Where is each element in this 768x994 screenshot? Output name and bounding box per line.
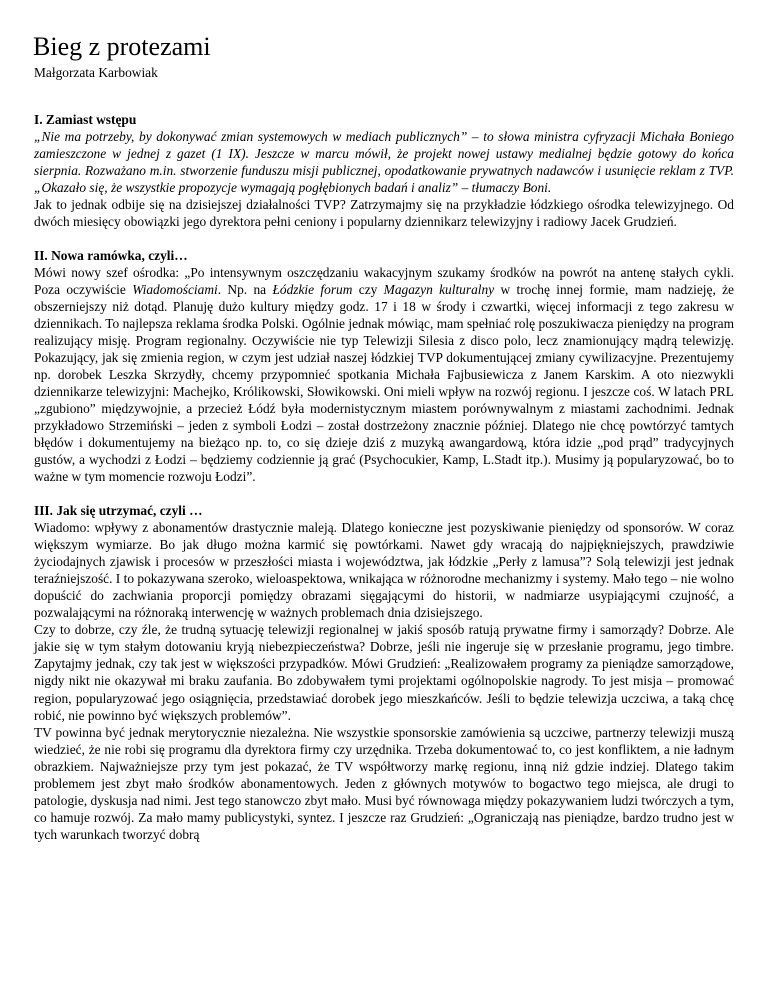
article-body — [34, 111, 734, 843]
section-1-heading: I. Zamiast wstępu — [34, 112, 137, 127]
quote-text: „Nie ma potrzeby, by dokonywać zmian systemowych w mediach publicznych” – to słowa ministra cyfryzacji Michała Boniego zamieszczone w jednej z gazet (1 IX). Jeszcze w marcu mówił, że projekt nowej ustawy medialnej będzie gotowy do końca sierpnia. Rozważano m.in. stworzenie funduszu misji publicznej, opodatkowanie prywatnych nadawców i usunięcie reklam z TVP. „Okazało się, że wszystkie propozycje wymagają pogłębionych badań i analiz” – tłumaczy Boni. — [34, 129, 734, 196]
section-3-paragraph-2: Czy to dobrze, czy źle, że trudną sytuację telewizji regionalnej w jakiś sposób ratują prywatne firmy i samorządy? Dobrze. Ale jakie się w tym stałym dotowaniu kryją niebezpieczeństwa? Dobrze, jeśli nie ingeruje się w przesłanie programu, jego timbre. Zapytajmy jednak, czy tak jest w większości przypadków. Mówi Grudzień: „Realizowałem programy za pieniądze samorządowe, nigdy nikt nie okazywał mi braku zaufania. Bo zdobywałem tymi projektami ogólnopolskie nagrody. To jest misja – promować region, popularyzować jego osiągnięcia, przedstawiać dorobek jego mieszkańców. Jeśli to będzie telewizja uczciwa, a taką chcę robić, nie powinno być większych problemów”. — [34, 622, 734, 723]
section-3-paragraph-3: TV powinna być jednak merytorycznie niezależna. Nie wszystkie sponsorskie zamówienia są uczciwe, partnerzy telewizji muszą wiedzieć, że nie robi się programu dla dyrektora firmy czy urzędnika. Trzeba dokumentować to, co jest konfliktem, a nie ładnym obrazkiem. Najważniejsze przy tym jest pokazać, że TV współtworzy markę regionu, inną niż gdzie indziej. Dlatego takim problemem jest zbyt mało środków abonamentowych. Jeden z głównych motywów to bogactwo tego miejsca, ale drugi to patologie, dyskusja nad nimi. Jest tego stanowczo zbyt mało. Musi być równowaga między pokazywaniem ludzi twórczych a tym, co hamuje rozwój. Za mało mamy publicystyki, syntez. I jeszcze raz Grudzień: „Ograniczają nas pieniądze, bardzo trudno jest w tych warunkach tworzyć dobrą — [34, 724, 734, 842]
section-gap — [34, 485, 734, 502]
program-title: Wiadomościami — [132, 282, 218, 298]
section-3-heading: III. Jak się utrzymać, czyli … — [34, 503, 203, 519]
text-run: Mówi nowy szef ośrodka: „Po intensywnym oszczędzaniu wakacyjnym szukamy środków na powrót na antenę stałych cykli. Poza oczywiście — [34, 265, 734, 298]
section-1 — [34, 111, 734, 230]
text-run: . Np. na — [217, 282, 273, 298]
section-2-paragraph-1 — [34, 264, 734, 485]
section-1-paragraph-1 — [34, 128, 734, 196]
section-1-paragraph-2: Jak to jednak odbije się na dzisiejszej działalności TVP? Zatrzymajmy się na przykładzie łódzkiego ośrodka telewizyjnego. Od dwóch miesięcy obowiązki jego dyrektora pełni ceniony i popularny dziennikarz telewizyjny i radiowy Jacek Grudzień. — [34, 197, 734, 230]
section-2 — [34, 247, 734, 485]
article-author: Małgorzata Karbowiak — [34, 65, 158, 80]
program-title: Łódzkie forum — [272, 282, 353, 298]
section-gap — [34, 230, 734, 247]
section-3-paragraph-1: Wiadomo: wpływy z abonamentów drastycznie maleją. Dlatego konieczne jest pozyskiwanie pieniędzy od sponsorów. W coraz większym wymiarze. Bo jak długo można karmić się powtórkami. Nawet gdy wracają do najpiękniejszych, prawdziwie życiodajnych zjawisk i procesów w przeszłości miasta i województwa, jak łódzkie „Perły z lamusa”? Solą telewizji jest jednak teraźniejszość. I to pokazywana szeroko, wieloaspektowa, wnikająca w różnorodne mechanizmy i systemy. Mało tego – nie wolno dopuścić do zachwiania proporcji pomiędzy obrazami sięgającymi do historii, w nadmiarze usypiającymi czujność, a pozwalającymi na różnoraką interwencję w ważnych problemach dnia dzisiejszego. — [34, 520, 734, 621]
program-title: Magazyn kulturalny — [383, 282, 495, 298]
text-run: czy — [352, 282, 384, 298]
article-title: Bieg z protezami — [33, 32, 211, 61]
section-2-heading: II. Nowa ramówka, czyli… — [34, 248, 188, 264]
text-run: w trochę innej formie, mam nadzieję, że obszerniejszy niż dotąd. Planuję dużo kultury między godz. 17 i 18 w środy i czwartki, więcej informacji z tego zakresu w dziennikach. To najlepsza reklama środka Polski. Ogólnie jednak mówiąc, mam spełniać rolę poszukiwacza pieniędzy na program realizujący misję. Program regionalny. Oczywiście nie typ Telewizji Silesia z disco polo, lecz znamionujący mądrą telewizję. Pokazujący, jak się zmienia region, w czym jest udział naszej łódzkiej TVP dokumentującej zmiany cywilizacyjne. Prezentujemy np. dorobek Leszka Skrzydły, chcemy przypomnieć spotkania Michała Fajbusiewicza z Janem Karskim. A oto niezwykli dziennikarze telewizyjni: Machejko, Królikowski, Słowikowski. Oni mieli wpływ na rozwój regionu. I jeszcze coś. W latach PRL „zgubiono” międzywojnie, a przecież Łódź była modernistycznym miastem porównywalnym z miastami zachodnimi. Jednak przykładowo Strzemiński – jeden z symboli Łodzi – został dostrzeżony znacznie później. Dlatego nie chcę powtórzyć tamtych błędów i dokumentujemy na bieżąco np. to, co się dzieje dziś z muzyką awangardową, która idzie „pod prąd” tradycyjnych gustów, a wychodzi z Łodzi – będziemy codziennie ją grać (Psychocukier, Kamp, L.Stadt itp.). Musimy ją popularyzować, bo to ważne w tym momencie rozwoju Łodzi”. — [34, 282, 735, 485]
section-3 — [34, 502, 734, 842]
